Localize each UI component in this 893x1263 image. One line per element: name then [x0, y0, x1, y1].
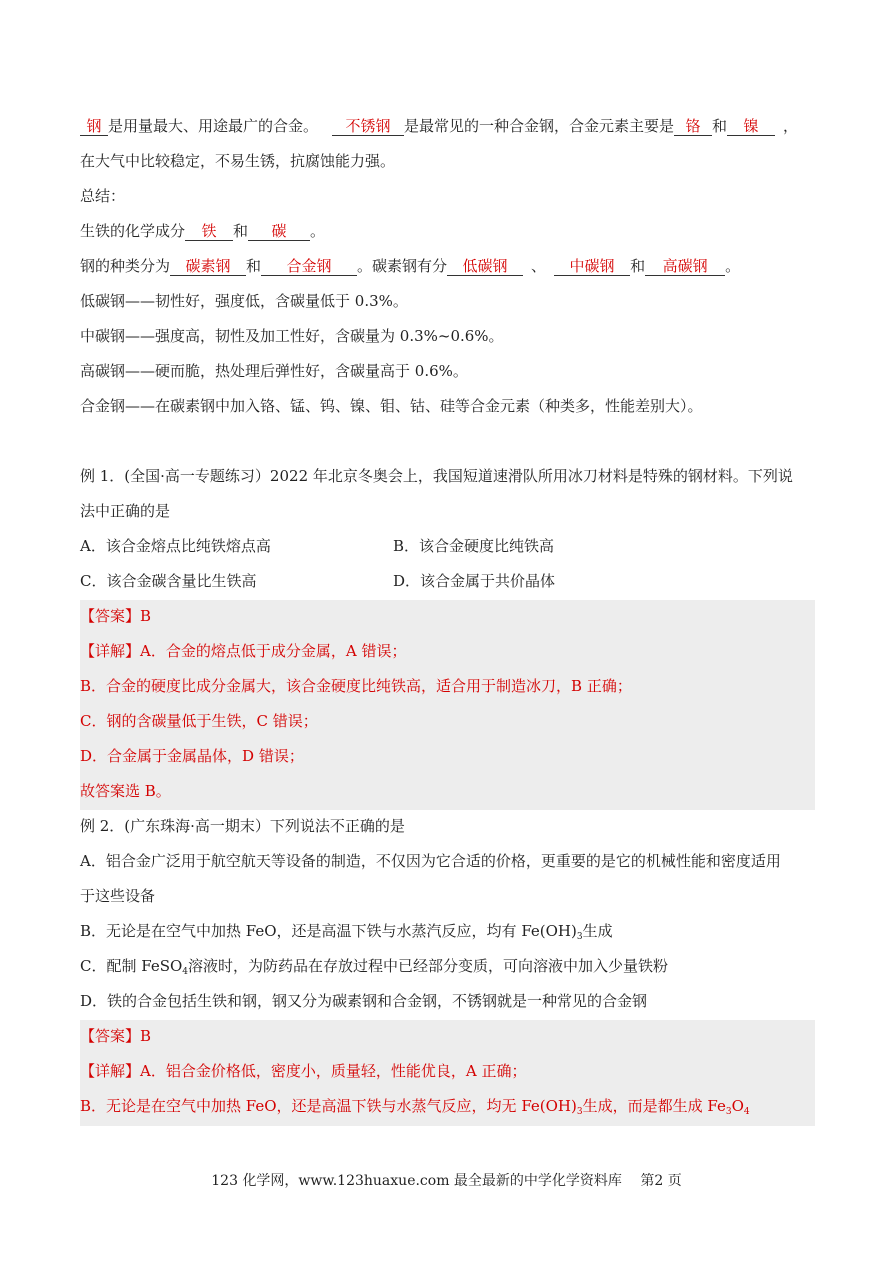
ex2-detail-tag: 【详解】: [80, 1062, 141, 1080]
blank-chromium: 铬: [674, 117, 712, 136]
ex2-detail-b-oxygen: O: [731, 1097, 744, 1115]
ex2-option-c-subscript: 4: [182, 967, 189, 977]
ex1-option-b: B．该合金硬度比纯铁高: [393, 537, 555, 555]
ex1-detail-c: C．钢的含碳量低于生铁，C 错误；: [80, 712, 318, 730]
ex1-detail-a: A．合金的熔点低于成分金属，A 错误；: [140, 642, 407, 660]
ex1-detail-d: D．合金属于金属晶体，D 错误；: [80, 747, 304, 765]
ex2-option-a-line-1: A．铝合金广泛用于航空航天等设备的制造，不仅因为它合适的价格，更重要的是它的机械性能和密度适用: [80, 852, 781, 870]
pig-iron-prefix: 生铁的化学成分: [80, 222, 186, 240]
intro-text-1: 是用量最大、用途最广的合金。: [108, 117, 319, 135]
ex2-answer-tag: 【答案】: [80, 1027, 141, 1045]
blank-alloy-steel: 合金钢: [261, 257, 357, 276]
steel-types-and-2: 和: [630, 257, 646, 275]
steel-types-sep: 、: [531, 257, 547, 275]
ex2-stem: 例 2．(广东珠海·高一期末）下列说法不正确的是: [80, 817, 405, 835]
summary-heading: 总结：: [80, 187, 126, 205]
steel-types-line: [80, 256, 816, 276]
ex1-stem-line-2: 法中正确的是: [80, 502, 171, 520]
ex1-detail-tag: 【详解】: [80, 642, 141, 660]
intro-line-2: 在大气中比较稳定，不易生锈，抗腐蚀能力强。: [80, 152, 396, 170]
ex2-option-b: [80, 921, 816, 941]
ex2-detail-b: [80, 1096, 816, 1116]
steel-types-end: 。: [725, 257, 741, 275]
low-carbon-line: 低碳钢——韧性好，强度低，含碳量低于 0.3%。: [80, 292, 408, 310]
ex1-answer-panel: [80, 600, 815, 810]
intro-line-1: [80, 116, 816, 136]
ex2-option-c-text: C．配制 FeSO: [80, 957, 183, 975]
ex2-detail-line-1: [80, 1061, 816, 1081]
ex1-answer-line: [80, 606, 816, 626]
ex2-option-c: [80, 956, 816, 976]
pig-iron-end: 。: [310, 222, 326, 240]
ex1-option-c: C．该合金碳含量比生铁高: [80, 572, 257, 590]
ex2-option-a-line-2: 于这些设备: [80, 887, 156, 905]
mid-carbon-line: 中碳钢——强度高，韧性及加工性好，含碳量为 0.3%~0.6%。: [80, 327, 504, 345]
steel-types-mid: 。碳素钢有分: [357, 257, 448, 275]
ex1-detail-b: B．合金的硬度比成分金属大，该合金硬度比纯铁高，适合用于制造冰刀，B 正确；: [80, 677, 632, 695]
ex2-detail-a: A．铝合金价格低，密度小，质量轻，性能优良，A 正确；: [140, 1062, 527, 1080]
pig-iron-line: [80, 221, 816, 241]
blank-nickel: 镍: [727, 117, 775, 136]
ex2-detail-b-mid: 生成，而是都生成 Fe: [582, 1097, 726, 1115]
ex2-option-c-tail: 溶液时，为防药品在存放过程中已经部分变质，可向溶液中加入少量铁粉: [188, 957, 669, 975]
blank-high-carbon: 高碳钢: [645, 257, 725, 276]
blank-mid-carbon: 中碳钢: [554, 257, 630, 276]
ex2-answer-line: [80, 1026, 816, 1046]
ex1-stem-line-1: 例 1．(全国·高一专题练习）2022 年北京冬奥会上，我国短道速滑队所用冰刀材料是特殊的钢材料。下列说: [80, 467, 793, 485]
alloy-steel-line: 合金钢——在碳素钢中加入铬、锰、钨、镍、钼、钴、硅等合金元素（种类多，性能差别大）。: [80, 397, 703, 415]
ex1-conclusion: 故答案选 B。: [80, 782, 171, 800]
ex2-detail-b-text: B．无论是在空气中加热 FeO，还是高温下铁与水蒸气反应，均无 Fe(OH): [80, 1097, 577, 1115]
intro-text-2: 是最常见的一种合金钢，合金元素主要是: [404, 117, 675, 135]
ex2-option-d: D．铁的合金包括生铁和钢，钢又分为碳素钢和合金钢，不锈钢就是一种常见的合金钢: [80, 992, 648, 1010]
blank-carbon: 碳: [248, 222, 310, 241]
ex2-detail-b-subscript-1: 3: [576, 1107, 583, 1117]
ex2-option-b-tail: 生成: [582, 922, 613, 940]
ex2-detail-b-subscript-2: 3: [725, 1107, 732, 1117]
ex2-option-b-subscript: 3: [576, 932, 583, 942]
blank-low-carbon: 低碳钢: [447, 257, 523, 276]
blank-iron: 铁: [185, 222, 233, 241]
high-carbon-line: 高碳钢——硬而脆，热处理后弹性好，含碳量高于 0.6%。: [80, 362, 468, 380]
ex2-answer-value: B: [140, 1027, 152, 1045]
ex2-option-b-text: B．无论是在空气中加热 FeO，还是高温下铁与水蒸汽反应，均有 Fe(OH): [80, 922, 577, 940]
blank-carbon-steel: 碳素钢: [170, 257, 246, 276]
pig-iron-and: 和: [233, 222, 249, 240]
ex1-option-d: D．该合金属于共价晶体: [393, 572, 556, 590]
ex1-answer-value: B: [140, 607, 152, 625]
intro-text-3: 和: [712, 117, 728, 135]
steel-types-prefix: 钢的种类分为: [80, 257, 171, 275]
ex1-option-a: A．该合金熔点比纯铁熔点高: [80, 537, 271, 555]
page-footer: 123 化学网，www.123huaxue.com 最全最新的中学化学资料库 第2 页: [211, 1173, 682, 1189]
intro-text-4: ，: [783, 117, 799, 135]
ex1-answer-tag: 【答案】: [80, 607, 141, 625]
blank-steel: 钢: [80, 117, 108, 136]
ex2-detail-b-subscript-3: 4: [743, 1107, 750, 1117]
steel-types-and: 和: [246, 257, 262, 275]
ex1-detail-line-1: [80, 641, 816, 661]
blank-stainless: 不锈钢: [332, 117, 404, 136]
